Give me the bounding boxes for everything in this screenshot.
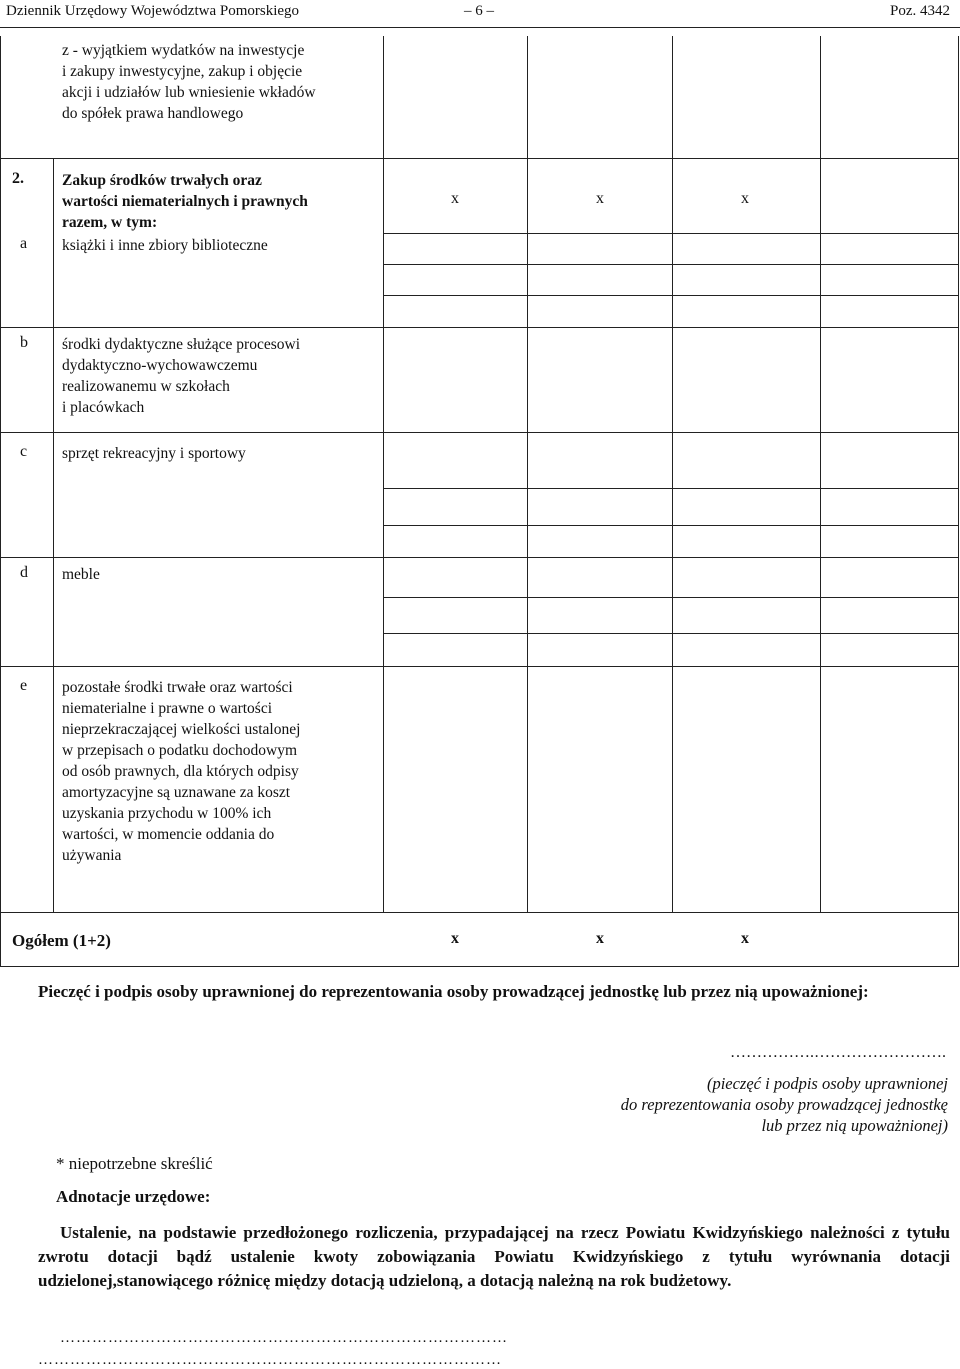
signature-dotted-line: …………….……………………. bbox=[730, 1044, 946, 1061]
cell-line: amortyzacyjne są uznawane za koszt bbox=[62, 784, 291, 801]
x-mark: x bbox=[596, 930, 604, 947]
page-header bbox=[0, 0, 960, 28]
row-sep-1 bbox=[0, 158, 959, 159]
row-letter: d bbox=[20, 564, 28, 581]
cell-line: realizowanemu w szkołach bbox=[62, 378, 230, 395]
cell-sep bbox=[383, 488, 959, 489]
journal-title: Dziennik Urzędowy Województwa Pomorskiego bbox=[6, 3, 300, 19]
table-border-left bbox=[0, 36, 1, 966]
cell-line: i placówkach bbox=[62, 399, 145, 416]
x-mark: x bbox=[741, 190, 749, 207]
row-sep-c bbox=[0, 432, 959, 433]
col-divider-4 bbox=[820, 36, 821, 912]
col-divider-3 bbox=[672, 36, 673, 912]
dotted-line-1: ………………………………………………………………………… bbox=[60, 1330, 508, 1346]
cell-line: akcji i udziałów lub wniesienie wkładów bbox=[62, 84, 316, 101]
cell-line: wartości niematerialnych i prawnych bbox=[62, 193, 308, 210]
annotations-label: Adnotacje urzędowe: bbox=[56, 1187, 211, 1206]
row-sep-d bbox=[0, 557, 959, 558]
cell-line: niematerialne i prawne o wartości bbox=[62, 700, 273, 717]
signature-prompt: Pieczęć i podpis osoby uprawnionej do reprezentowania osoby prowadzącej jednostkę lub przez nią upoważnionej: bbox=[38, 982, 869, 1001]
row-sep-total bbox=[0, 912, 959, 913]
cell-line: książki i inne zbiory biblioteczne bbox=[62, 237, 268, 254]
row-letter: c bbox=[20, 443, 28, 460]
footnote: * niepotrzebne skreślić bbox=[56, 1154, 213, 1173]
cell-sep bbox=[383, 233, 959, 234]
cell-sep bbox=[383, 295, 959, 296]
settlement-paragraph: Ustalenie, na podstawie przedłożonego rozliczenia, przypadającej na rzecz Powiatu Kwidzyńskiego należności z tytułu zwrotu dotacji bądź ustalenie kwoty zobowiązania Powiatu Kwidzyńskiego z tytułu wyrównania dotacji udzielonej,stanowiącego różnicę między dotacją udzieloną, a dotacją należną na rok budżetowy. bbox=[38, 1223, 950, 1290]
caption-line: (pieczęć i podpis osoby uprawnionej bbox=[706, 1074, 948, 1093]
caption-line: do reprezentowania osoby prowadzącej jednostkę bbox=[620, 1095, 948, 1114]
cell-line: nieprzekraczającej wielkości ustalonej bbox=[62, 721, 301, 738]
cell-line: Zakup środków trwałych oraz bbox=[62, 172, 262, 189]
table-border-right bbox=[958, 36, 959, 966]
signature-caption bbox=[621, 1073, 948, 1136]
row-letter: e bbox=[20, 677, 28, 694]
x-mark: x bbox=[451, 930, 459, 947]
total-label: Ogółem (1+2) bbox=[12, 931, 111, 950]
x-mark: x bbox=[451, 190, 459, 207]
cell-line: od osób prawnych, dla których odpisy bbox=[62, 763, 299, 780]
caption-line: lub przez nią upoważnionej) bbox=[761, 1116, 948, 1135]
cell-sep bbox=[383, 597, 959, 598]
cell-sep bbox=[383, 525, 959, 526]
num-column-divider bbox=[53, 158, 54, 912]
x-mark: x bbox=[596, 190, 604, 207]
cell-sep bbox=[383, 633, 959, 634]
cell-line: meble bbox=[62, 566, 100, 583]
row-letter: a bbox=[20, 235, 28, 252]
page-number: – 6 – bbox=[464, 3, 494, 19]
cell-line: i zakupy inwestycyjne, zakup i objęcie bbox=[62, 63, 303, 80]
col-divider-2 bbox=[527, 36, 528, 912]
cell-line: dydaktyczno-wychowawczemu bbox=[62, 357, 258, 374]
position-number: Poz. 4342 bbox=[890, 3, 950, 19]
cell-sep bbox=[383, 264, 959, 265]
row-sep-e bbox=[0, 666, 959, 667]
dotted-line-2: …………………………………………………………………………… bbox=[38, 1352, 502, 1368]
cell-line: wartości, w momencie oddania do bbox=[62, 826, 275, 843]
cell-line: razem, w tym: bbox=[62, 214, 158, 231]
row-letter: b bbox=[20, 334, 28, 351]
cell-line: środki dydaktyczne służące procesowi bbox=[62, 336, 301, 353]
row-number: 2. bbox=[12, 170, 24, 187]
col-divider-1 bbox=[383, 36, 384, 912]
cell-line: w przepisach o podatku dochodowym bbox=[62, 742, 298, 759]
table-border-bottom bbox=[0, 966, 959, 967]
cell-line: do spółek prawa handlowego bbox=[62, 105, 244, 122]
cell-line: sprzęt rekreacyjny i sportowy bbox=[62, 445, 246, 462]
cell-line: uzyskania przychodu w 100% ich bbox=[62, 805, 272, 822]
cell-line: pozostałe środki trwałe oraz wartości bbox=[62, 679, 293, 696]
row-sep-b bbox=[0, 327, 959, 328]
x-mark: x bbox=[741, 930, 749, 947]
cell-line: z - wyjątkiem wydatków na inwestycje bbox=[62, 42, 305, 59]
cell-line: używania bbox=[62, 847, 122, 864]
